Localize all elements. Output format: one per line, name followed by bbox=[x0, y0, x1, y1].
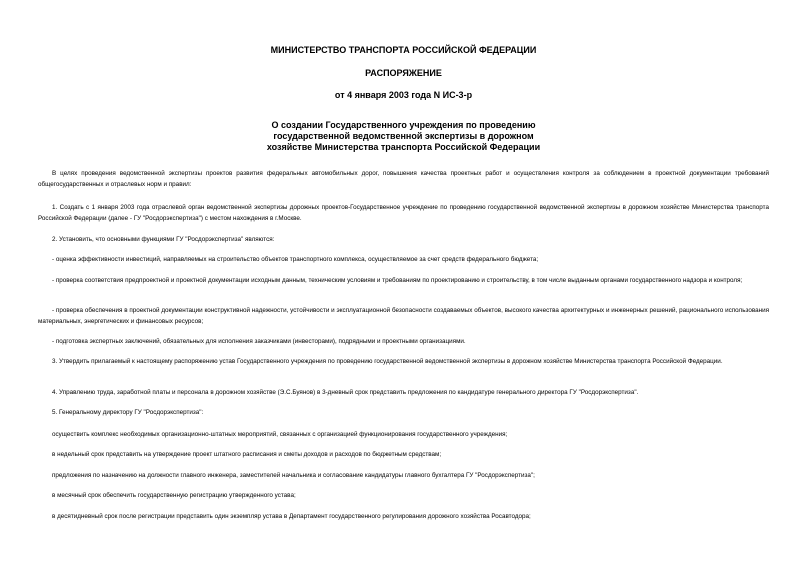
clause-5-item-1: осуществить комплекс необходимых организационно-штатных мероприятий, связанных с организацией функционирования государственного учреждения; bbox=[52, 431, 508, 438]
clause-2-paragraph: 2. Установить, что основными функциями ГУ "Росдорэкспертиза" являются: bbox=[52, 236, 275, 243]
document-title-line-2: государственной ведомственной экспертизы в дорожном bbox=[273, 131, 534, 141]
document-date-number: от 4 января 2003 года N ИС-3-р bbox=[334, 90, 473, 100]
clause-1-paragraph: 1. Создать с 1 января 2003 года отраслевой орган ведомственной экспертизы дорожных проектов-Государственное учреждение по проведению государственной ведомственной экспертизы в дорожном хозяйстве Министерства транспорта Российской Федерации (далее - ГУ "Росдорэкспертиза") с местом нахождения в г.Москве. bbox=[38, 204, 769, 222]
function-item-1: - оценка эффективности инвестиций, направляемых на строительство объектов транспортного комплекса, осуществляемое за счет средств федерального бюджета; bbox=[52, 256, 539, 263]
clause-5-item-5: в десятидневный срок после регистрации представить один экземпляр устава в Департамент государственного регулирования дорожного хозяйства Росавтодора; bbox=[52, 513, 531, 520]
clause-5-item-4: в месячный срок обеспечить государственную регистрацию утвержденного устава; bbox=[52, 492, 296, 499]
ministry-heading: МИНИСТЕРСТВО ТРАНСПОРТА РОССИЙСКОЙ ФЕДЕРАЦИИ bbox=[270, 45, 537, 55]
function-item-4: - подготовка экспертных заключений, обязательных для исполнения заказчиками (инвесторами), подрядными и проектными организациями. bbox=[52, 338, 466, 345]
function-item-2: - проверка соответствия предпроектной и проектной документации исходным данным, техническим условиям и требованиям по проектированию и строительству, в том числе выданным органами государственного надзора и контроля; bbox=[52, 277, 743, 284]
preamble-paragraph: В целях проведения ведомственной экспертизы проектов развития федеральных автомобильных дорог, повышения качества проектных работ и осуществления контроля за соблюдением в проектной документации требований общегосударственных и отраслевых норм и правил: bbox=[38, 170, 769, 188]
clause-5-paragraph: 5. Генеральному директору ГУ "Росдорэкспертиза": bbox=[52, 409, 204, 416]
document-title-line-3: хозяйстве Министерства транспорта Российской Федерации bbox=[266, 142, 541, 152]
clause-5-item-2: в недельный срок представить на утверждение проект штатного расписания и сметы доходов и расходов по бюджетным средствам; bbox=[52, 451, 442, 458]
clause-3-paragraph: 3. Утвердить прилагаемый к настоящему распоряжению устав Государственного учреждения по проведению государственной ведомственной экспертизы в дорожном хозяйстве Министерства транспорта Российской Федерации. bbox=[52, 358, 723, 365]
clause-4-paragraph: 4. Управлению труда, заработной платы и персонала в дорожном хозяйстве (Э.С.Буянов) в 3-дневный срок представить предложения по кандидатуре генерального директора ГУ "Росдорэкспертиза". bbox=[52, 389, 639, 396]
document-title-line-1: О создании Государственного учреждения по проведению bbox=[271, 120, 536, 130]
function-item-3: - проверка обеспечения в проектной документации конструктивной надежности, устойчивости и эксплуатационной безопасности создаваемых объектов, высокого качества архитектурных и инженерных решений, рационального использования материальных, энергетических и финансовых ресурсов; bbox=[38, 307, 769, 325]
document-type: РАСПОРЯЖЕНИЕ bbox=[365, 68, 442, 78]
clause-5-item-3: предложения по назначению на должности главного инженера, заместителей начальника и согласование кандидатуры главного бухгалтера ГУ "Росдорэкспертиза"; bbox=[52, 472, 535, 479]
